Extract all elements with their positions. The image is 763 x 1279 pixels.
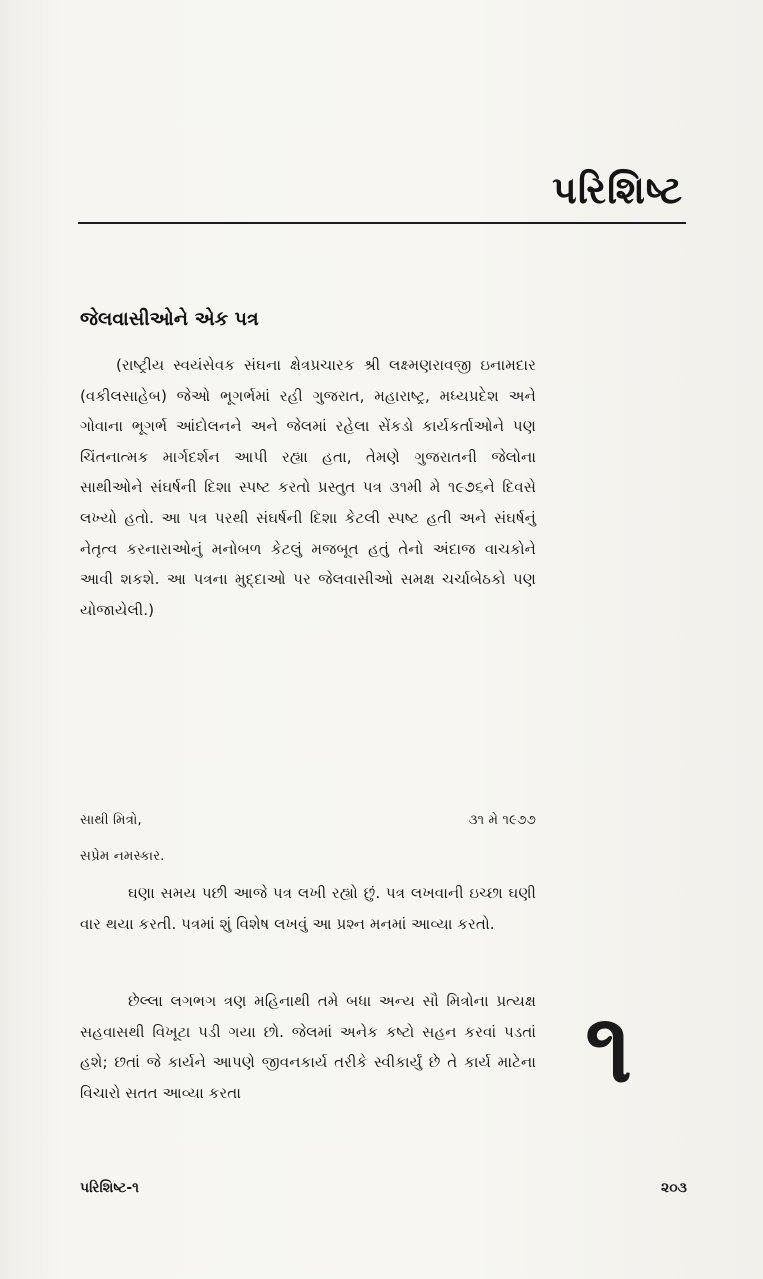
header-divider [78, 222, 686, 224]
footer-section-label: પરિશિષ્ટ-૧ [80, 1180, 140, 1196]
letter-salutation: સાથી મિત્રો, [80, 812, 142, 828]
letter-salutation-row [80, 812, 536, 828]
letter-paragraph: ઘણા સમય પછી આજે પત્ર લખી રહ્યો છું. પત્ર લખવાની ઇચ્છા ઘણી વાર થયા કરતી. પત્રમાં શું વિશેષ લખવું આ પ્રશ્ન મનમાં આવ્યા કરતો. [80, 884, 536, 933]
section-heading: જેલવાસીઓને એક પત્ર [80, 308, 259, 330]
letter-greeting: સપ્રેમ નમસ્કાર. [80, 848, 165, 864]
letter-date: ૩૧ મે ૧૯૭૭ [468, 812, 536, 828]
page-number: ૨૦૩ [661, 1180, 687, 1196]
letter-paragraph: છેલ્લા લગભગ ત્રણ મહિનાથી તમે બધા અન્ય સૌ મિત્રોના પ્રત્યક્ષ સહવાસથી વિખૂટા પડી ગયા છો. જેલમાં અનેક કષ્ટો સહન કરવાં પડતાં હશે; છતાં જે કાર્યને આપણે જીવનકાર્ય તરીકે સ્વીકાર્યું છે તે કાર્ય માટેના વિચારો સતત આવ્યા કરતા [80, 992, 536, 1102]
page-title: પરિશિષ્ટ [552, 168, 683, 212]
chapter-number: ૧ [585, 992, 633, 1104]
intro-paragraph: (રાષ્ટ્રીય સ્વયંસેવક સંઘના ક્ષેત્રપ્રચારક શ્રી લક્ષ્મણરાવજી ઇનામદાર (વકીલસાહેબ) જેઓ ભૂગર્ભમાં રહી ગુજરાત, મહારાષ્ટ્ર, મધ્યપ્રદેશ અને ગોવાના ભૂગર્ભ આંદોલનને અને જેલમાં રહેલા સેંકડો કાર્યકર્તાઓને પણ ચિંતનાત્મક માર્ગદર્શન આપી રહ્યા હતા, તેમણે ગુજરાતની જેલોના સાથીઓને સંઘર્ષની દિશા સ્પષ્ટ કરતો પ્રસ્તુત પત્ર ૩૧મી મે ૧૯૭૬ને દિવસે લખ્યો હતો. આ પત્ર પરથી સંઘર્ષની દિશા કેટલી સ્પષ્ટ હતી અને સંઘર્ષનું નેતૃત્વ કરનારાઓનું મનોબળ કેટલું મજબૂત હતું તેનો અંદાજ વાચકોને આવી શકશે. આ પત્રના મુદ્દાઓ પર જેલવાસીઓ સમક્ષ ચર્ચાબેઠકો પણ યોજાયેલી.) [80, 356, 536, 619]
